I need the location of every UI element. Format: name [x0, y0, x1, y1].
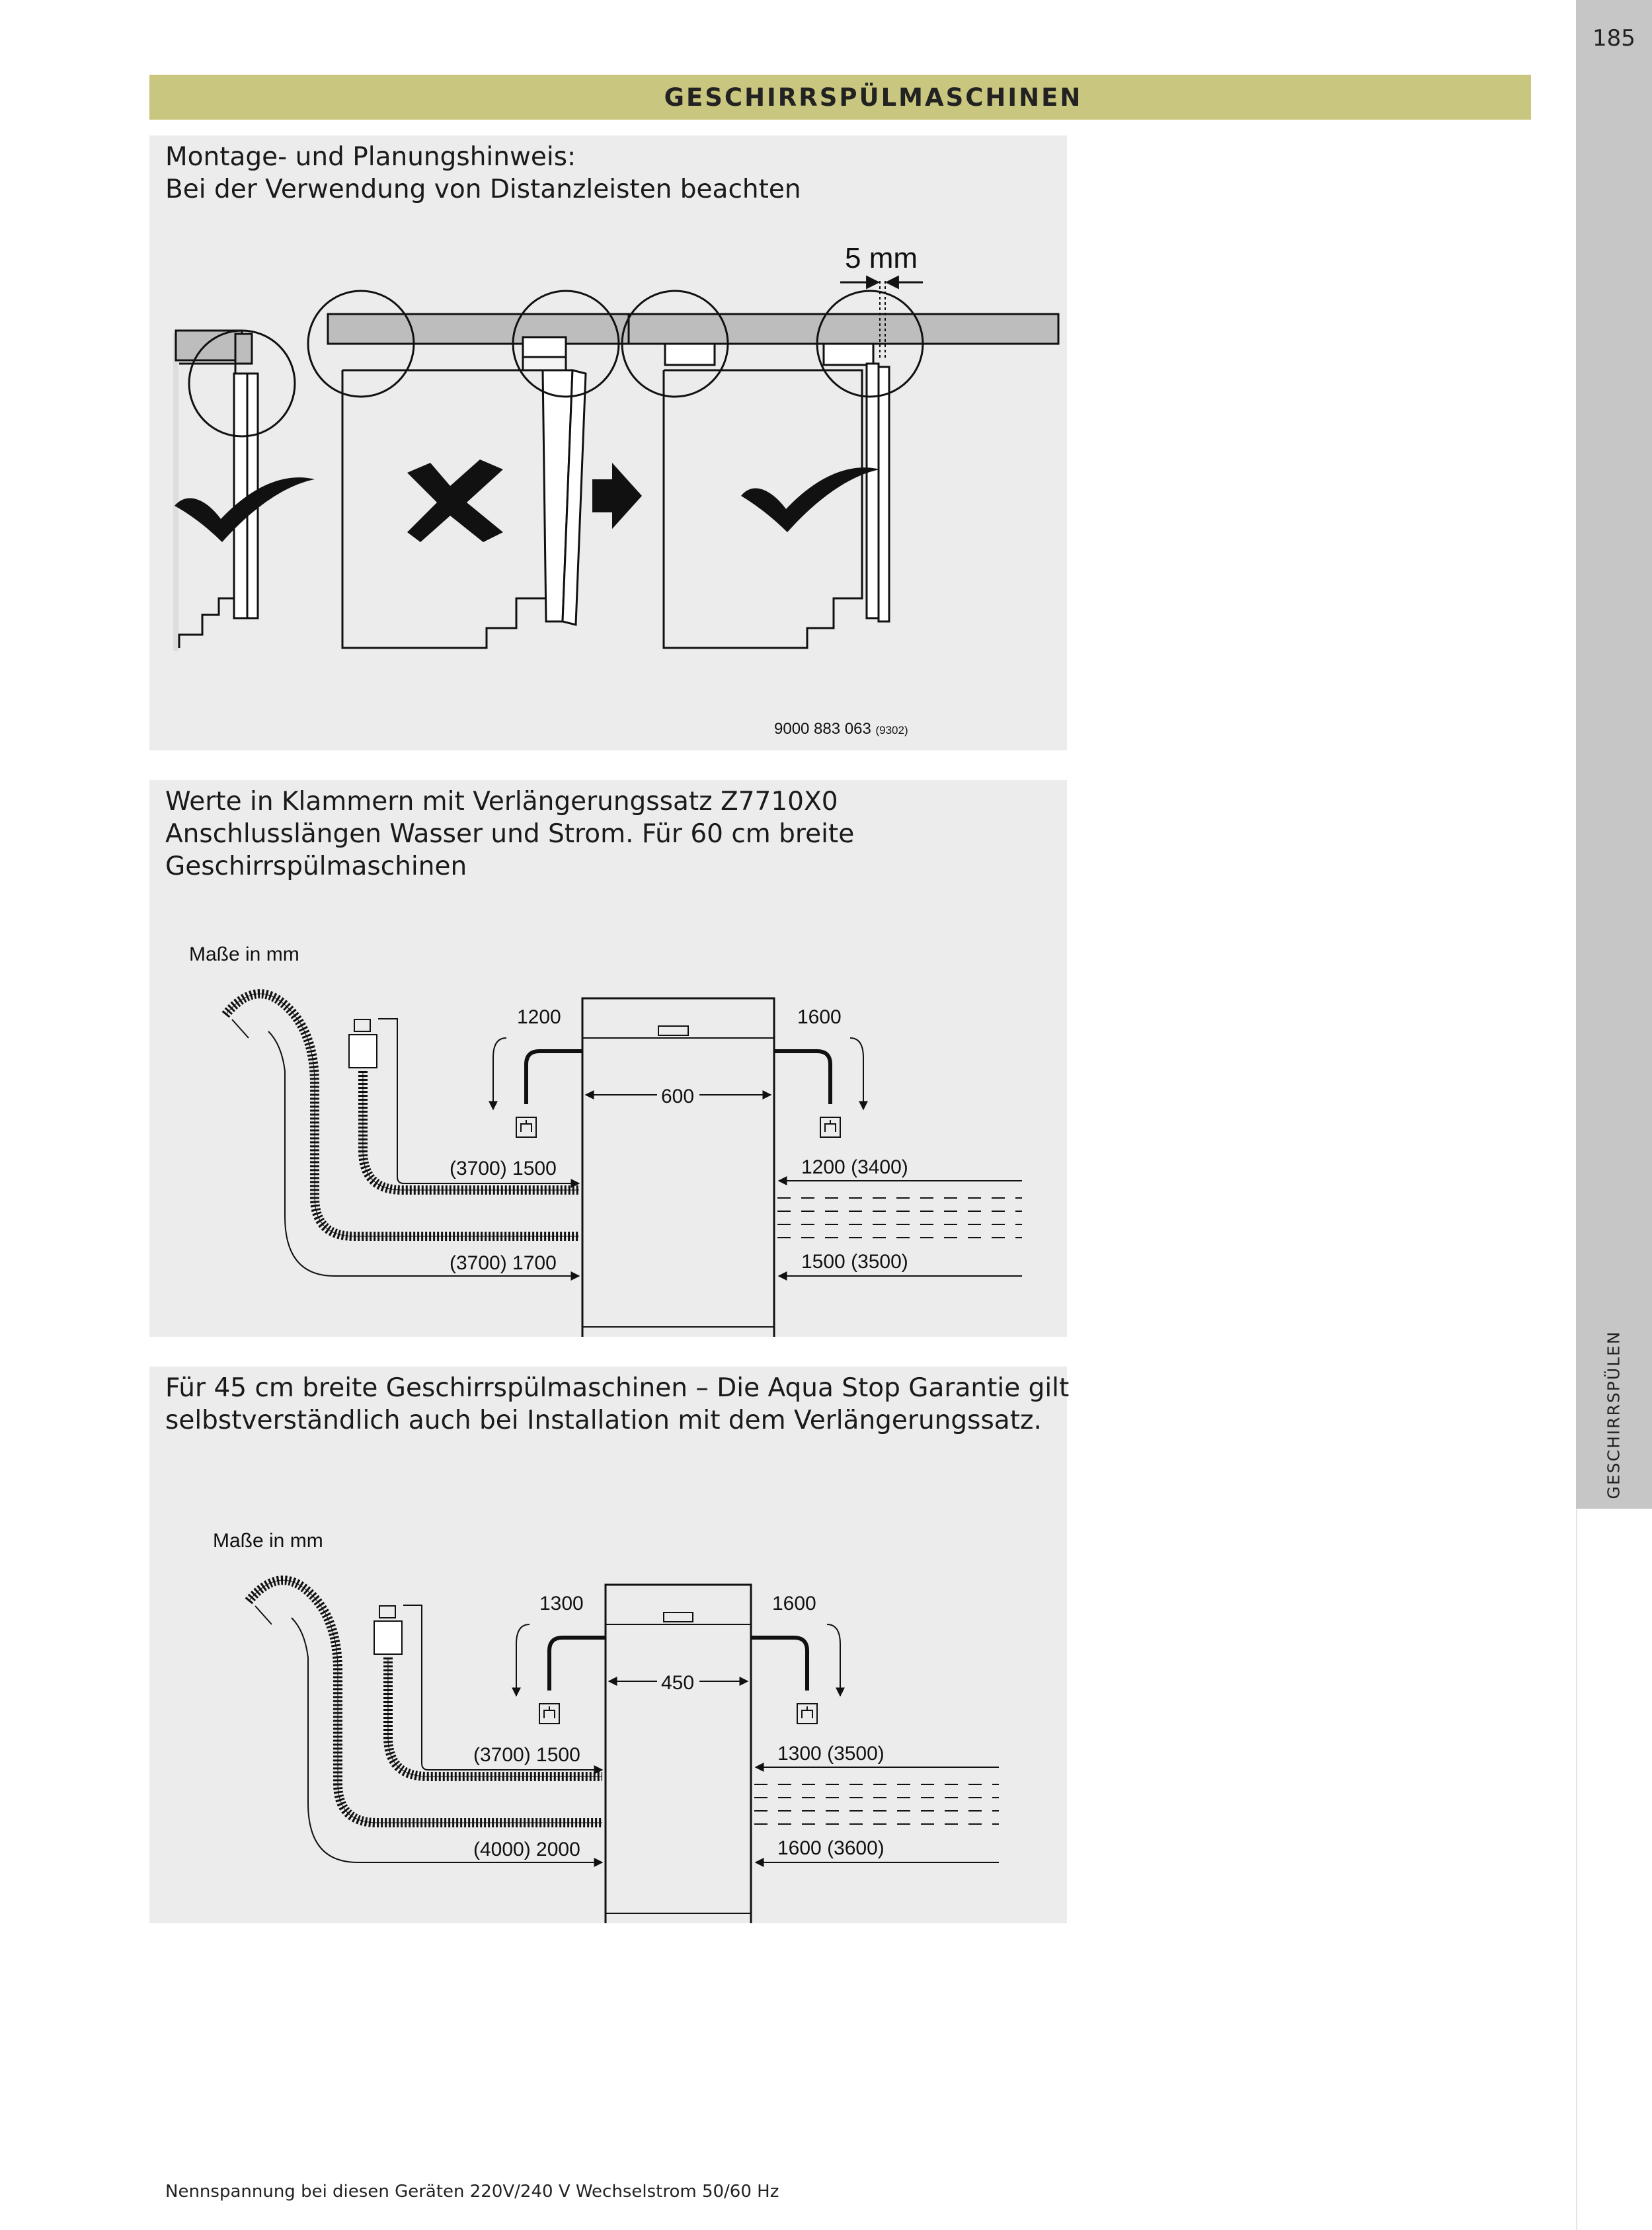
- connection-lengths-60cm-panel: [149, 780, 1067, 1337]
- checkmark-icon: [741, 467, 880, 532]
- dim-right-lower: 1500 (3500): [801, 1251, 908, 1273]
- width-dimension: 450: [661, 1672, 695, 1694]
- dishwasher-body: [582, 998, 774, 1337]
- panel-heading-line: Bei der Verwendung von Distanzleisten beachten: [165, 175, 801, 204]
- dim-left-upper: (3700) 1500: [473, 1744, 580, 1766]
- page-number: 185: [1593, 25, 1635, 52]
- panel-heading-line: selbstverständlich auch bei Installation mit dem Verlängerungssatz.: [165, 1406, 1042, 1435]
- spacer-strip-diagram: [149, 136, 1067, 750]
- sidebar-divider: [1576, 1509, 1577, 2230]
- side-section-label: GESCHIRRSPÜLEN: [1604, 1330, 1624, 1499]
- section-header: [149, 75, 1531, 120]
- reference-code: 9000 883 063 (9302): [774, 720, 908, 738]
- dim-top-left: 1200: [517, 1006, 561, 1028]
- gap-dimension-label: 5 mm: [845, 242, 918, 274]
- dim-left-lower: (4000) 2000: [473, 1839, 580, 1860]
- section-title: GESCHIRRSPÜLMASCHINEN: [664, 83, 1083, 112]
- dishwasher-45cm-diagram: [149, 1367, 1070, 1923]
- dim-top-left: 1300: [539, 1593, 584, 1614]
- connection-lengths-45cm-panel: [149, 1367, 1070, 1923]
- panel-heading-line: Montage- und Planungshinweis:: [165, 142, 576, 172]
- units-label: Maße in mm: [213, 1530, 323, 1552]
- dishwasher-body: [606, 1585, 751, 1923]
- panel-heading-line: Werte in Klammern mit Verlängerungssatz Z7710X0: [165, 787, 838, 816]
- panel-heading-line: Für 45 cm breite Geschirrspülmaschinen – Die Aqua Stop Garantie gilt: [165, 1373, 1070, 1403]
- dishwasher-60cm-diagram: [149, 780, 1067, 1337]
- units-label: Maße in mm: [189, 943, 299, 965]
- dim-right-upper: 1200 (3400): [801, 1156, 908, 1178]
- cross-icon: [407, 459, 503, 542]
- corrected-install-detail: [622, 281, 1058, 648]
- footer-note: Nennspannung bei diesen Geräten 220V/240 V Wechselstrom 50/60 Hz: [165, 2182, 779, 2202]
- dim-top-right: 1600: [797, 1006, 842, 1028]
- dim-top-right: 1600: [772, 1593, 816, 1614]
- dim-right-lower: 1600 (3600): [777, 1837, 885, 1859]
- dim-left-upper: (3700) 1500: [450, 1158, 557, 1179]
- width-dimension: 600: [661, 1086, 695, 1107]
- spacer-strip-panel: [149, 136, 1067, 750]
- dim-right-upper: 1300 (3500): [777, 1743, 885, 1765]
- dim-left-lower: (3700) 1700: [450, 1252, 557, 1274]
- panel-heading-line: Anschlusslängen Wasser und Strom. Für 60 cm breite: [165, 819, 855, 849]
- arrow-right-icon: [592, 463, 642, 529]
- panel-heading-line: Geschirrspülmaschinen: [165, 852, 467, 881]
- right-sidebar: [1576, 0, 1652, 1509]
